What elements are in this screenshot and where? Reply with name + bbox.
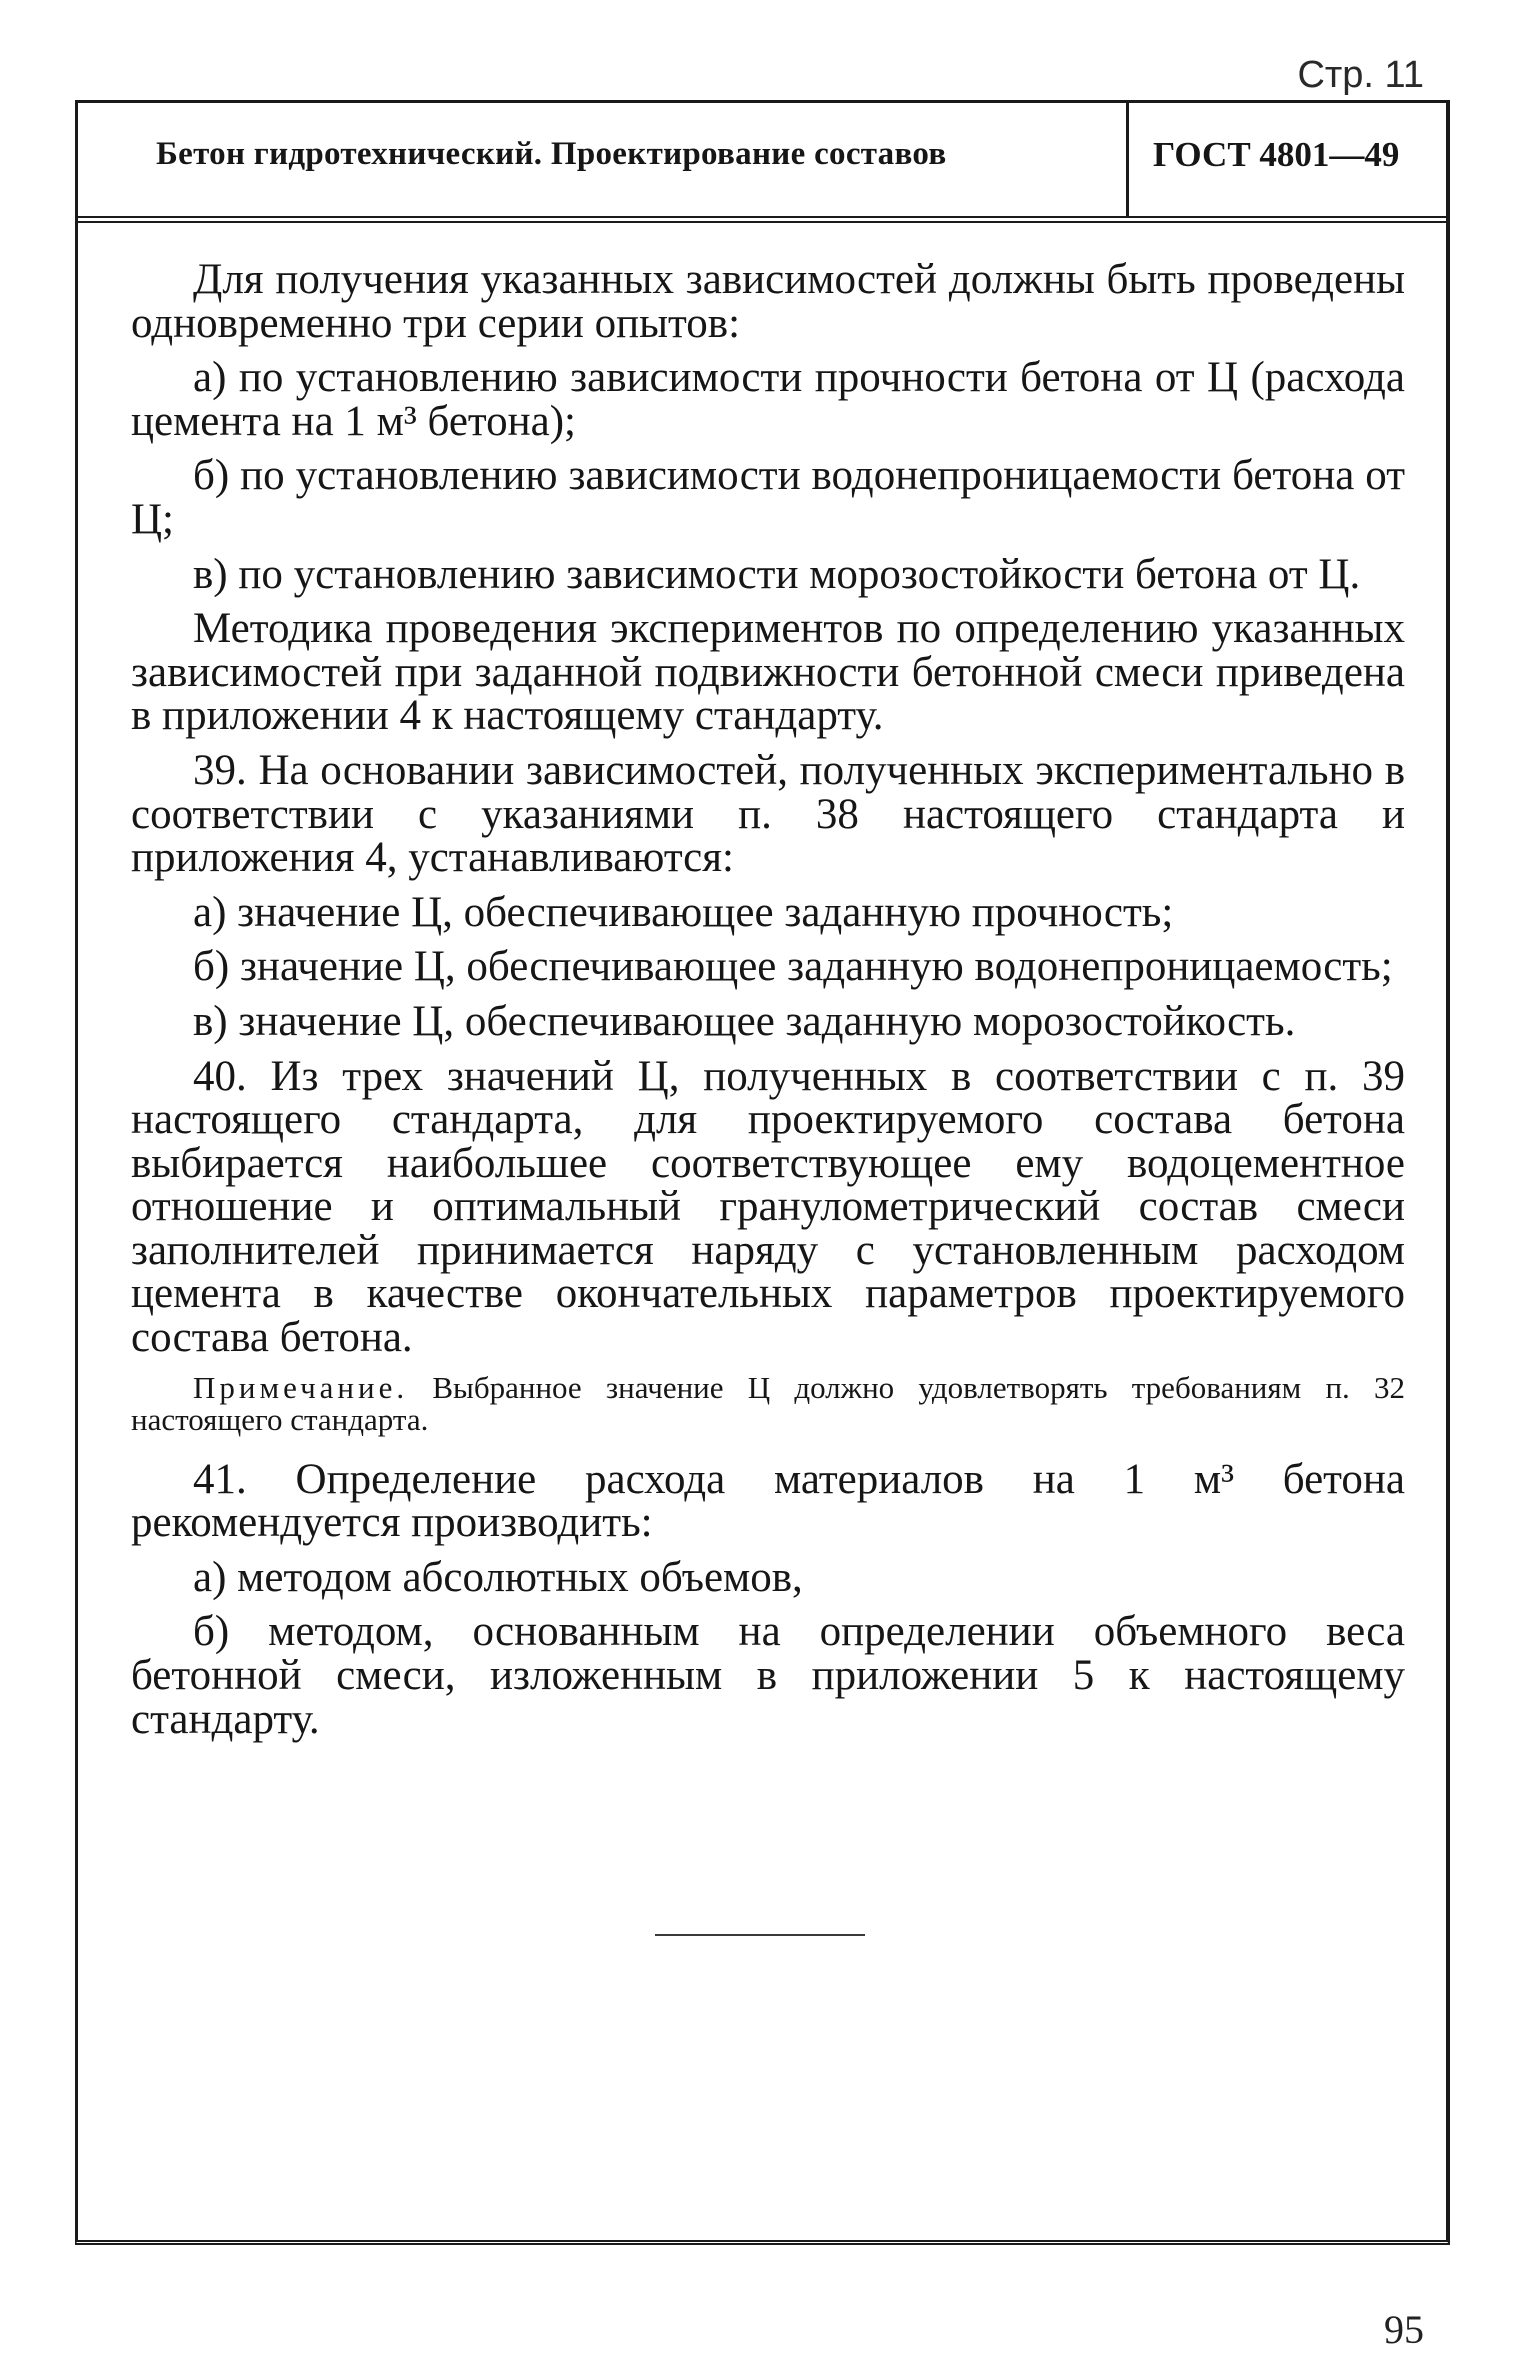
end-rule (655, 1934, 865, 1936)
header-title: Бетон гидротехнический. Проектирование составов (156, 136, 947, 172)
paragraph-methodology: Методика проведения экспериментов по определению указанных зависимостей при заданной подвижности бетонной смеси приведена в приложении 4 к настоящему стандарту. (131, 605, 1405, 740)
document-header (78, 103, 1446, 223)
standard-number: ГОСТ 4801—49 (1153, 135, 1400, 174)
paragraph-item-v: в) по установлению зависимости морозостойкости бетона от Ц. (193, 550, 1361, 598)
page-frame (75, 100, 1450, 2245)
paragraph-item-a: а) по установлению зависимости прочности бетона от Ц (расхода цемента на 1 м³ бетона); (131, 354, 1405, 445)
page-label: Стр. 11 (1297, 54, 1424, 96)
paragraph-intro: Для получения указанных зависимостей должны быть проведены одновременно три серии опытов: (131, 256, 1405, 347)
note-text: Выбранное значение Ц должно удовлетворять требованиям п. 32 настоящего стандарта. (131, 1369, 1405, 1437)
paragraph-clause-41: 41. Определение расхода материалов на 1 м³ бетона рекомендуется производить: (131, 1455, 1405, 1547)
page-number: 95 (1384, 2307, 1424, 2352)
paragraph-clause-40: 40. Из трех значений Ц, полученных в соответствии с п. 39 настоящего стандарта, для проектируемого состава бетона выбирается наибольшее соответствующее ему водоцементное отношение и оптимальный гранулометрический состав смеси заполнителей принимается наряду с установленным расходом цемента в качестве окончательных параметров проектируемого состава бетона. (131, 1052, 1405, 1362)
header-divider (1126, 103, 1129, 216)
paragraph-41-a: а) методом абсолютных объемов, (193, 1553, 803, 1601)
paragraph-item-b: б) по установлению зависимости водонепроницаемости бетона от Ц; (131, 452, 1405, 543)
paragraph-clause-39: 39. На основании зависимостей, полученных экспериментально в соответствии с указаниями п. 38 настоящего стандарта и приложения 4, устанавливаются: (131, 746, 1405, 882)
paragraph-39-a: а) значение Ц, обеспечивающее заданную прочность; (193, 888, 1174, 936)
paragraph-39-b: б) значение Ц, обеспечивающее заданную водонепроницаемость; (193, 943, 1393, 991)
document-body (131, 258, 1405, 1752)
note-label: Примечание. (193, 1369, 409, 1405)
note (131, 1369, 1405, 1437)
paragraph-39-v: в) значение Ц, обеспечивающее заданную морозостойкость. (193, 997, 1296, 1045)
paragraph-41-b: б) методом, основанным на определении объемного веса бетонной смеси, изложенным в приложении 5 к настоящему стандарту. (131, 1608, 1405, 1743)
